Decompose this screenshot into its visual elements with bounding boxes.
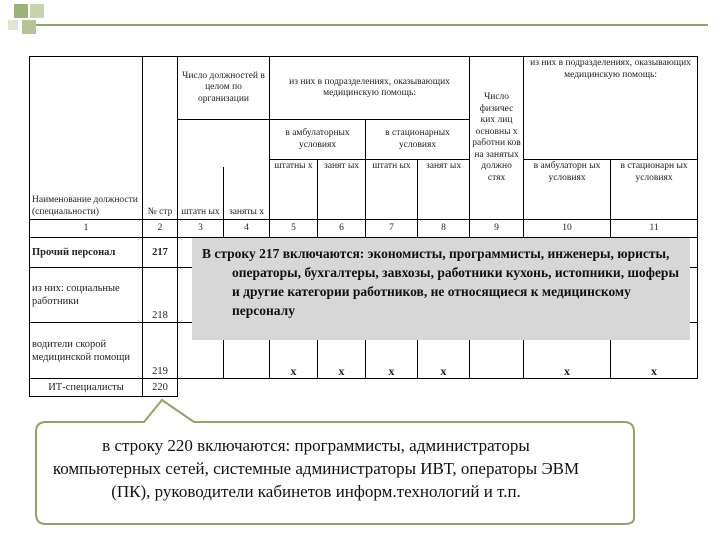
header-stat-shtat: штатн ых <box>366 160 418 220</box>
x-mark: x <box>611 323 698 379</box>
header-total-subtable <box>178 167 269 219</box>
col-number: 4 <box>224 220 270 238</box>
header-amb-shtat: штатны х <box>270 160 318 220</box>
x-mark: x <box>418 323 470 379</box>
callout-row-220: в строку 220 включаются: программисты, администраторы компьютерных сетей, системные администраторы ИВТ, операторы ЭВМ (ПК), руководители кабинетов информ.технологий и т.п. <box>52 436 580 501</box>
col-number: 9 <box>470 220 524 238</box>
row-name: ИТ-специалисты <box>30 379 143 397</box>
header-physical-persons: Число физичес ких лиц основны х работни ков на занятых должно стях <box>470 57 524 220</box>
col-number: 10 <box>524 220 611 238</box>
header-stat: в стационарных условиях <box>366 120 470 160</box>
x-mark: x <box>270 323 318 379</box>
row-no: 220 <box>143 379 178 397</box>
header-total-split <box>178 120 270 220</box>
staffing-table <box>29 56 698 397</box>
header-amb: в амбулаторных условиях <box>270 120 366 160</box>
col-number: 6 <box>318 220 366 238</box>
x-mark: x <box>366 323 418 379</box>
col-number: 2 <box>143 220 178 238</box>
table-row <box>30 379 698 397</box>
col-number: 8 <box>418 220 470 238</box>
col-number: 1 <box>30 220 143 238</box>
row-name: водители скорой медицинской помощи <box>30 323 143 379</box>
table-cell <box>178 379 698 397</box>
deco-square <box>14 4 28 18</box>
x-mark: x <box>524 323 611 379</box>
deco-square <box>8 20 18 30</box>
row-no: 217 <box>143 238 178 268</box>
col-number: 5 <box>270 220 318 238</box>
header-stat-zanyat: занят ых <box>418 160 470 220</box>
header-shtat: штатн ых <box>178 167 224 219</box>
header-phys-amb: в амбулаторн ых условиях <box>524 160 611 220</box>
col-number: 3 <box>178 220 224 238</box>
header-phys-subdivisions: из них в подразделениях, оказывающих медицинскую помощь: <box>524 57 698 160</box>
header-subdivisions: из них в подразделениях, оказывающих медицинскую помощь: <box>270 57 470 120</box>
row-name: из них: социальные работники <box>30 268 143 323</box>
col-number: 11 <box>611 220 698 238</box>
callout-row-217: В строку 217 включаются: экономисты, программисты, инженеры, юристы, операторы, бухгалтеры, завхозы, работники кухонь, истопники, шоферы и другие категории работников, не относящиеся к медицинскому персоналу <box>192 238 690 340</box>
header-name: Наименование должности (специальности) <box>30 57 143 220</box>
deco-square <box>30 4 44 18</box>
row-no: 219 <box>143 323 178 379</box>
header-phys-stat: в стационарн ых условиях <box>611 160 698 220</box>
row-name: Прочий персонал <box>30 238 143 268</box>
deco-square <box>22 20 36 34</box>
col-number: 7 <box>366 220 418 238</box>
row-no: 218 <box>143 268 178 323</box>
slide-decoration <box>0 0 720 60</box>
deco-line <box>36 24 708 26</box>
header-zanyat: заняты х <box>228 206 265 217</box>
header-amb-zanyat: занят ых <box>318 160 366 220</box>
header-line-no: № стр <box>143 57 178 220</box>
header-total: Число должностей в целом по организации <box>178 57 270 120</box>
x-mark: x <box>318 323 366 379</box>
